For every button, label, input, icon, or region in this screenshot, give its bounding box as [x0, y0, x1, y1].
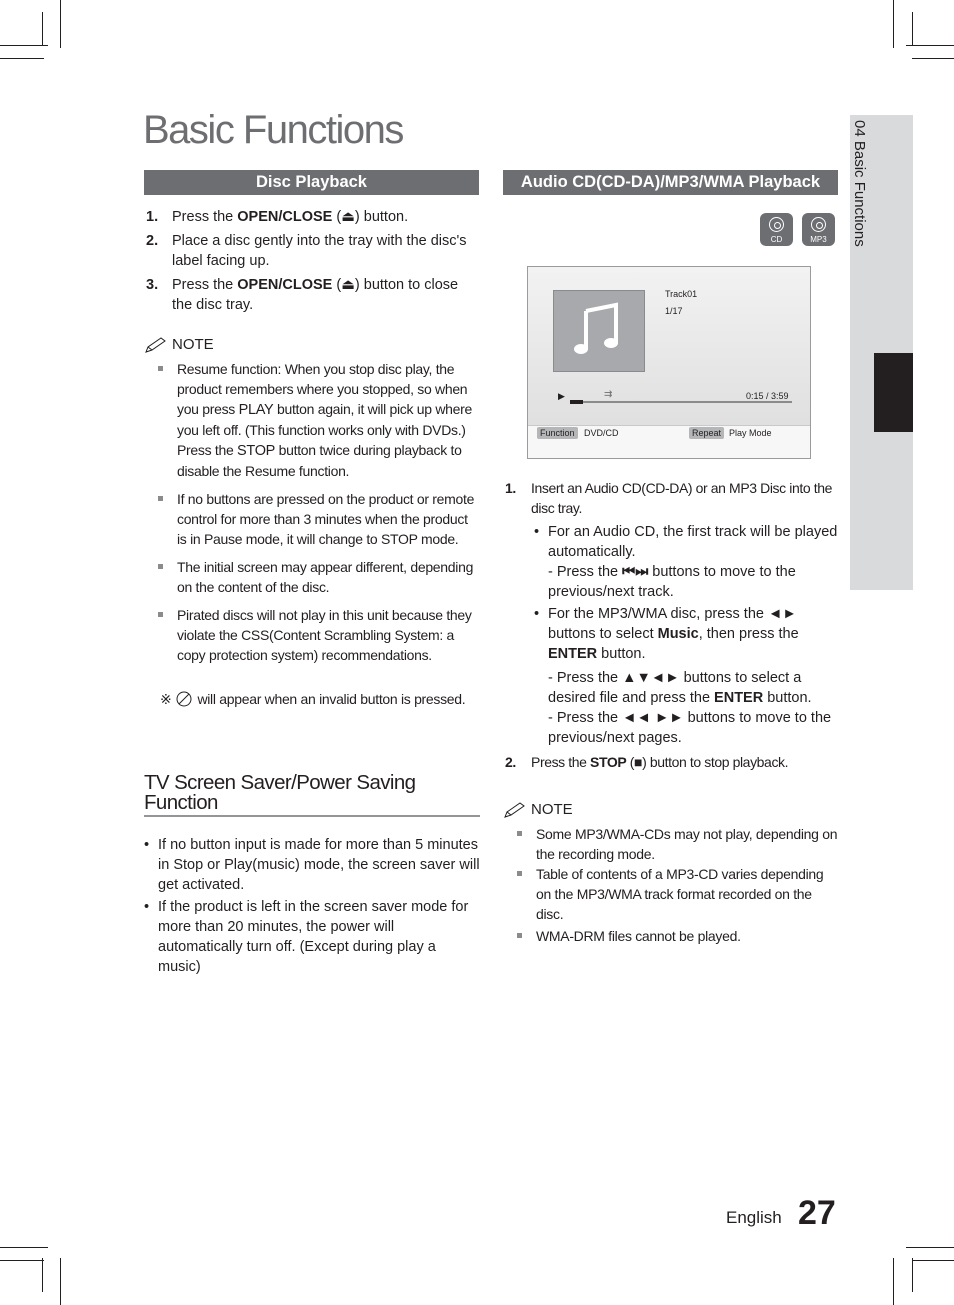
bullet-item: • For the MP3/WMA disc, press the ◄► buttons to select Music, then press the ENTER button. - Press the ▲▼◄► buttons to select a desired file and press the ENTER button. - Press the ◄◄ ►► buttons to move to the previous/next pages. — [534, 606, 832, 746]
note-heading: NOTE — [144, 335, 480, 355]
disc-playback-heading: Disc Playback — [144, 170, 479, 195]
prohibited-icon — [175, 690, 193, 708]
bullet-item: • If no button input is made for more than 5 minutes in Stop or Play(music) mode, the screen saver will get activated. — [144, 837, 480, 893]
crop-mark — [893, 0, 894, 48]
step-item: 1. Insert an Audio CD(CD-DA) or an MP3 Disc into the disc tray. — [505, 480, 832, 516]
crop-mark — [893, 1258, 894, 1305]
asterisk-icon: ※ — [160, 691, 172, 707]
note-list — [144, 359, 480, 665]
shuffle-icon: ⇉ — [604, 389, 613, 400]
note-item: Pirated discs will not play in this unit because they violate the CSS(Content Scrambling System: a copy protection system) recommendations. — [144, 605, 480, 665]
progress-fill — [570, 400, 583, 404]
time-readout: 0:15 / 3:59 — [746, 391, 789, 401]
track-count: 1/17 — [665, 306, 683, 316]
step-item: 3. Press the OPEN/CLOSE (⏏) button to close the disc tray. — [146, 277, 459, 313]
note-item: The initial screen may appear different, depending on the content of the disc. — [144, 557, 480, 597]
function-button[interactable]: Function — [537, 427, 578, 439]
disc-playback-section — [144, 207, 480, 709]
crop-mark — [60, 0, 61, 48]
crop-mark — [912, 1260, 954, 1261]
note-item: Some MP3/WMA-CDs may not play, depending on the recording mode. — [503, 824, 839, 864]
skip-icon: ⏮⏭ — [622, 564, 649, 580]
track-title: Track01 — [665, 289, 698, 299]
audio-cd-heading: Audio CD(CD-DA)/MP3/WMA Playback — [503, 170, 838, 195]
crop-mark — [912, 58, 954, 59]
mp3-disc-icon: MP3 — [802, 213, 835, 246]
play-icon: ▶ — [558, 391, 565, 401]
crop-mark — [0, 1247, 48, 1248]
crop-mark — [0, 58, 44, 59]
crop-mark — [912, 12, 913, 46]
footer-language: English — [726, 1208, 782, 1227]
bullet-list — [144, 835, 480, 977]
note-item: Resume function: When you stop disc play, the product remembers where you stopped, so when you press PLAY button again, it will pick up where you left off. (This function works only with DVDs.) Press the STOP button twice during playback to disable the Resume function. — [144, 359, 480, 481]
page-skip-icon: ◄◄ ►► — [622, 710, 684, 726]
bullet-item: • If the product is left in the screen saver mode for more than 20 minutes, the power will automatically turn off. (Except during play a music) — [144, 899, 469, 975]
crop-mark — [0, 1260, 44, 1261]
bullet-item: • For an Audio CD, the first track will be played automatically. - Press the ⏮⏭ buttons to move to the previous/next track. — [534, 524, 838, 600]
music-note-icon — [554, 291, 644, 371]
screen-saver-heading: TV Screen Saver/Power Saving Function — [144, 773, 480, 817]
chapter-side-label: 04 Basic Functions — [851, 120, 868, 247]
progress-bar[interactable] — [570, 401, 792, 403]
cd-disc-icon: CD — [760, 213, 793, 246]
note-item: Table of contents of a MP3-CD varies depending on the MP3/WMA track format recorded on the disc. — [503, 864, 839, 924]
crop-mark — [906, 1247, 954, 1248]
pencil-icon — [503, 801, 527, 819]
crop-mark — [0, 45, 48, 46]
screen-saver-section — [144, 773, 480, 979]
note-list — [503, 824, 839, 946]
audio-cd-section — [503, 478, 839, 954]
repeat-value: Play Mode — [729, 428, 772, 438]
album-art — [553, 290, 645, 372]
crop-mark — [42, 12, 43, 46]
crop-mark — [60, 1258, 61, 1305]
playback-screen — [527, 266, 811, 459]
crop-mark — [906, 45, 954, 46]
chapter-tab-marker — [874, 353, 913, 432]
function-value: DVD/CD — [584, 428, 619, 438]
step-item: 2. Place a disc gently into the tray with the disc's label facing up. — [146, 233, 467, 269]
step-item: 1. Press the OPEN/CLOSE (⏏) button. — [146, 209, 409, 225]
step-item: 2. Press the STOP (■) button to stop playback. — [505, 754, 789, 770]
note-item: WMA-DRM files cannot be played. — [503, 926, 839, 946]
crop-mark — [42, 1258, 43, 1292]
repeat-button[interactable]: Repeat — [689, 427, 724, 439]
bullet-list — [534, 522, 839, 748]
screen-button-bar — [528, 425, 810, 458]
crop-mark — [912, 1258, 913, 1292]
page-number: 27 — [798, 1194, 836, 1232]
invalid-button-note: ※ will appear when an invalid button is pressed. — [160, 691, 466, 707]
page-title: Basic Functions — [143, 108, 403, 152]
note-item: If no buttons are pressed on the product or remote control for more than 3 minutes when the product is in Pause mode, it will change to STOP mode. — [144, 489, 480, 549]
pencil-icon — [144, 336, 168, 354]
note-heading: NOTE — [503, 800, 839, 820]
